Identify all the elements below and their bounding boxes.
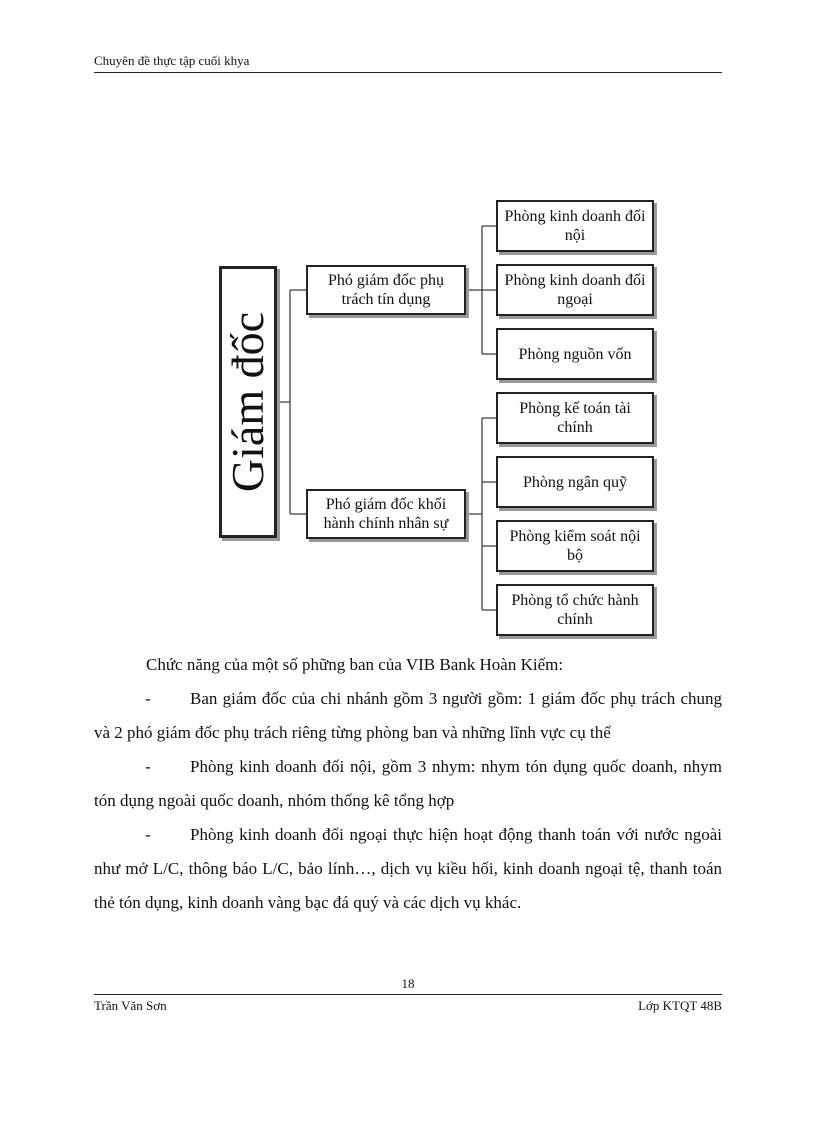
org-branch-label: Phó giám đốc khối hành chính nhân sự [323,496,449,532]
footer-author: Trần Văn Sơn [94,998,167,1013]
bullet-item [94,818,722,920]
org-child-box [496,392,654,444]
org-child-label: Phòng kinh doanh đối nội [504,208,646,244]
bullet-text: Phòng kinh doanh đối nội, gồm 3 nhym: nhym tón dụng quốc doanh, nhym tón dụng ngoài quốc doanh, nhóm thống kê tổng hợp [94,757,722,810]
org-child-label: Phòng nguồn vốn [518,345,632,363]
bullet-dash: - [145,689,151,708]
org-child-label: Phòng kinh doanh đối ngoại [504,272,646,308]
org-branch-box [306,265,466,315]
bullet-item [94,750,722,818]
org-child-label: Phòng ngân quỹ [523,473,627,491]
org-child-label: Phòng kế toán tài chính [519,400,631,436]
footer-class: Lớp KTQT 48B [638,998,722,1013]
org-root-label: Giám đốc [222,311,273,493]
bullet-text: Phòng kinh doanh đối ngoại thực hiện hoạt động thanh toán với nước ngoài như mở L/C, thông báo L/C, bảo lính…, dịch vụ kiều hối, kinh doanh ngoại tệ, thanh toán thẻ tón dụng, kinh doanh vàng bạc đá quý và các dịch vụ khác. [94,825,722,912]
bullet-dash: - [145,825,151,844]
page-number: 18 [401,976,415,991]
org-child-box [496,264,654,316]
org-child-label: Phòng kiểm soát nội bộ [509,528,641,564]
bullet-item [94,682,722,750]
intro-paragraph: Chức năng của một số phững ban của VIB Bank Hoàn Kiếm: [146,655,564,674]
bullet-dash: - [145,757,151,776]
org-branch-label: Phó giám đốc phụ trách tín dụng [328,272,444,308]
org-branch-box [306,489,466,539]
org-child-box [496,328,654,380]
org-child-box [496,456,654,508]
org-child-box [496,200,654,252]
header-title: Chuyên đề thực tập cuối khya [94,53,250,68]
org-child-label: Phòng tổ chức hành chính [511,592,639,628]
org-child-box [496,584,654,636]
org-root-box [219,266,277,538]
bullet-text: Ban giám đốc của chi nhánh gồm 3 người gồm: 1 giám đốc phụ trách chung và 2 phó giám đốc phụ trách riêng từng phòng ban và những lĩnh vực cụ thể [94,689,722,742]
org-child-box [496,520,654,572]
footer-divider [94,994,722,995]
